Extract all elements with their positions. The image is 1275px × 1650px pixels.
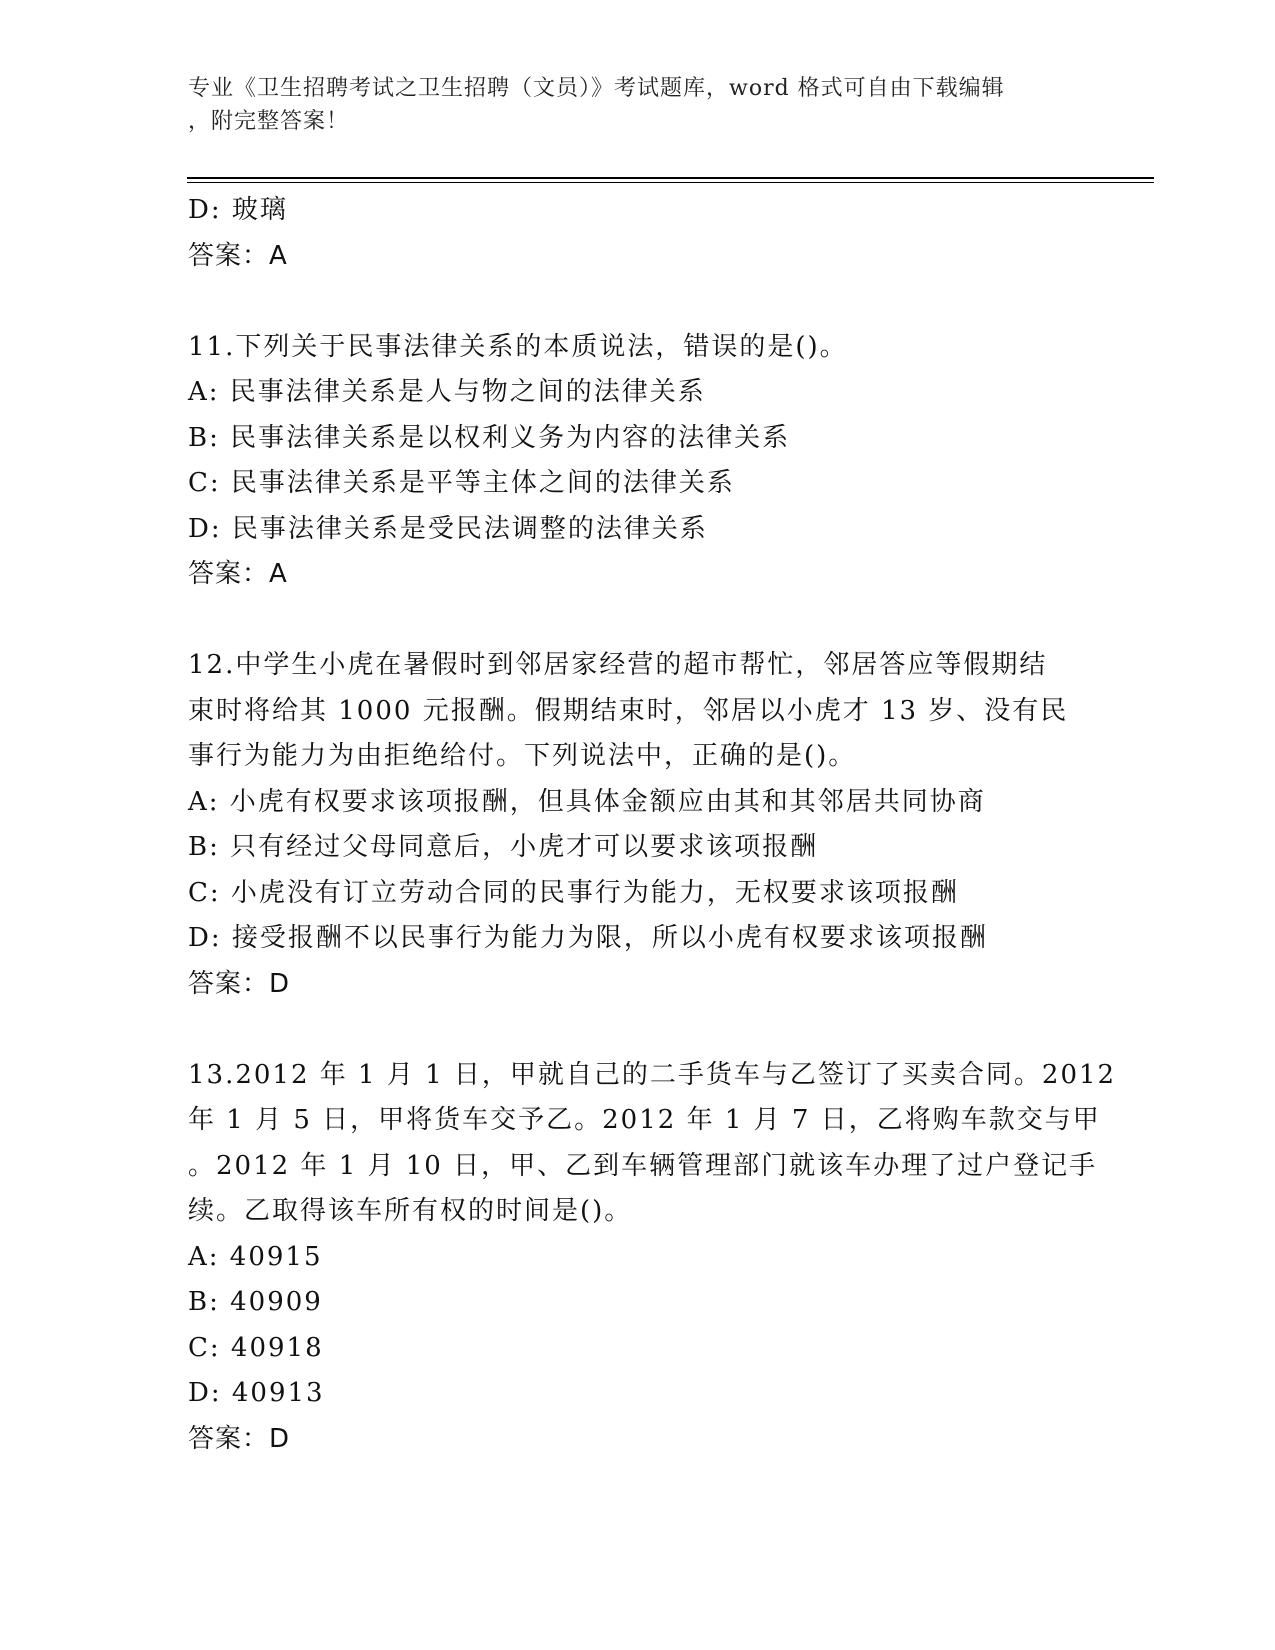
q12-stem-line-3: 事行为能力为由拒绝给付。下列说法中，正确的是()。 bbox=[188, 741, 857, 771]
q13-stem-line-4: 续。乙取得该车所有权的时间是()。 bbox=[188, 1196, 633, 1226]
q13-option-a: A: 40915 bbox=[188, 1241, 323, 1272]
document-header bbox=[188, 72, 1068, 138]
q12-option-d: D: 接受报酬不以民事行为能力为限，所以小虎有权要求该项报酬 bbox=[188, 923, 988, 953]
q12-answer: 答案：D bbox=[188, 968, 291, 999]
q13-option-b: B: 40909 bbox=[188, 1287, 323, 1317]
question-content bbox=[188, 188, 1117, 1462]
q10-option-d: D: 玻璃 bbox=[188, 195, 288, 225]
header-divider-thick bbox=[187, 177, 1154, 179]
q11-answer: 答案：A bbox=[188, 559, 288, 589]
q13-stem-line-2: 年 1 月 5 日，甲将货车交予乙。2012 年 1 月 7 日，乙将购车款交与甲 bbox=[188, 1105, 1101, 1135]
header-divider-thin bbox=[187, 182, 1154, 183]
q12-stem-line-1: 12.中学生小虎在暑假时到邻居家经营的超市帮忙，邻居答应等假期结 bbox=[188, 650, 1048, 680]
spacer bbox=[188, 279, 1088, 325]
spacer bbox=[188, 1007, 1088, 1053]
q13-stem-line-3: 。2012 年 1 月 10 日，甲、乙到车辆管理部门就该车办理了过户登记手 bbox=[188, 1150, 1098, 1181]
q11-option-d: D: 民事法律关系是受民法调整的法律关系 bbox=[188, 513, 708, 544]
q13-stem-line-1: 13.2012 年 1 月 1 日，甲就自己的二手货车与乙签订了买卖合同。2012 bbox=[188, 1059, 1117, 1090]
header-line-2: ，附完整答案！ bbox=[188, 109, 350, 134]
q11-option-c: C: 民事法律关系是平等主体之间的法律关系 bbox=[188, 468, 735, 498]
q12-stem-line-2: 束时将给其 1000 元报酬。假期结束时，邻居以小虎才 13 岁、没有民 bbox=[188, 695, 1069, 726]
spacer bbox=[188, 598, 1088, 644]
q13-answer: 答案：D bbox=[188, 1423, 291, 1454]
q11-stem: 11.下列关于民事法律关系的本质说法，错误的是()。 bbox=[188, 331, 848, 362]
q12-option-a: A: 小虎有权要求该项报酬，但具体金额应由其和其邻居共同协商 bbox=[188, 786, 986, 817]
q11-option-b: B: 民事法律关系是以权利义务为内容的法律关系 bbox=[188, 422, 791, 453]
q11-option-a: A: 民事法律关系是人与物之间的法律关系 bbox=[188, 377, 706, 407]
q13-option-d: D: 40913 bbox=[188, 1378, 325, 1408]
header-line-1: 专业《卫生招聘考试之卫生招聘（文员）》考试题库，word 格式可自由下载编辑 bbox=[188, 76, 1005, 101]
q12-option-c: C: 小虎没有订立劳动合同的民事行为能力，无权要求该项报酬 bbox=[188, 877, 959, 908]
q13-option-c: C: 40918 bbox=[188, 1332, 324, 1363]
q12-option-b: B: 只有经过父母同意后，小虎才可以要求该项报酬 bbox=[188, 832, 819, 862]
q10-answer: 答案：A bbox=[188, 240, 288, 271]
